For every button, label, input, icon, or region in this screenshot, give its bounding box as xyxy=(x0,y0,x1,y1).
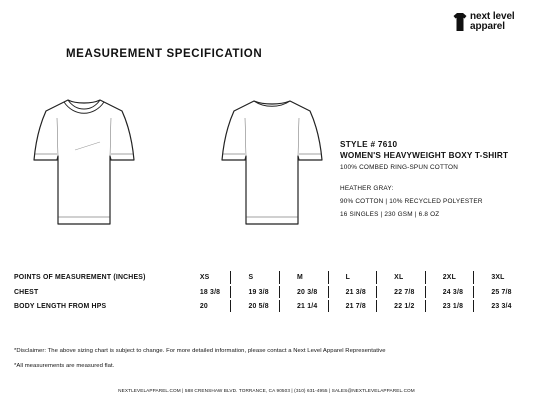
footer-contact: NEXTLEVELAPPAREL.COM | 588 CRENSHAW BLVD. TORRANCE, CA 90503 | (310) 631-4955 | SALES@NEXTLEVELAPPAREL.COM xyxy=(118,388,415,393)
table-cell: 21 3/8 xyxy=(328,285,377,299)
table-cell: 18 3/8 xyxy=(199,288,221,296)
table-cell: 22 1/2 xyxy=(376,299,425,313)
fabric-composition: 90% COTTON | 10% RECYCLED POLYESTER xyxy=(340,198,483,205)
table-cell: 20 xyxy=(199,302,208,310)
fabric-content: 100% COMBED RING-SPUN COTTON xyxy=(340,164,459,171)
table-cell: 21 1/4 xyxy=(279,299,328,313)
product-name: WOMEN'S HEAVYWEIGHT BOXY T-SHIRT xyxy=(340,151,509,160)
disclaimer-note: *Disclaimer: The above sizing chart is subject to change. For more detailed information, please contact a Next Level Apparel Representative xyxy=(14,348,386,354)
brand-logo xyxy=(453,11,529,37)
table-header-row xyxy=(14,270,522,285)
table-row xyxy=(14,299,522,313)
page-title: MEASUREMENT SPECIFICATION xyxy=(66,48,263,60)
logo-text-line1: next level xyxy=(470,11,515,22)
row-label: BODY LENGTH FROM HPS xyxy=(14,302,107,310)
logo-text-line2: apparel xyxy=(470,21,505,32)
tshirt-back-icon xyxy=(218,98,326,228)
product-info xyxy=(340,140,530,219)
table-cell: 23 1/8 xyxy=(425,299,474,313)
size-header: XL xyxy=(376,270,425,285)
size-header: S xyxy=(230,270,279,285)
measurement-table xyxy=(14,270,522,313)
tshirt-logo-icon xyxy=(453,12,467,32)
table-cell: 21 7/8 xyxy=(328,299,377,313)
table-header-label: POINTS OF MEASUREMENT (INCHES) xyxy=(14,274,146,281)
table-cell: 19 3/8 xyxy=(230,285,279,299)
table-cell: 24 3/8 xyxy=(425,285,474,299)
size-header: 3XL xyxy=(473,270,522,285)
size-header: L xyxy=(328,270,377,285)
fabric-specs: 16 SINGLES | 230 GSM | 6.8 OZ xyxy=(340,211,440,218)
size-header: M xyxy=(279,270,328,285)
style-number: STYLE # 7610 xyxy=(340,140,398,149)
tshirt-front-icon xyxy=(30,98,138,228)
table-cell: 20 3/8 xyxy=(279,285,328,299)
table-cell: 22 7/8 xyxy=(376,285,425,299)
size-header: 2XL xyxy=(425,270,474,285)
color-label: HEATHER GRAY: xyxy=(340,185,394,192)
table-cell: 20 5/8 xyxy=(230,299,279,313)
table-row xyxy=(14,285,522,299)
size-header: XS xyxy=(199,274,210,281)
measured-flat-note: *All measurements are measured flat. xyxy=(14,363,115,369)
row-label: CHEST xyxy=(14,288,39,296)
table-cell: 25 7/8 xyxy=(473,285,522,299)
table-cell: 23 3/4 xyxy=(473,299,522,313)
